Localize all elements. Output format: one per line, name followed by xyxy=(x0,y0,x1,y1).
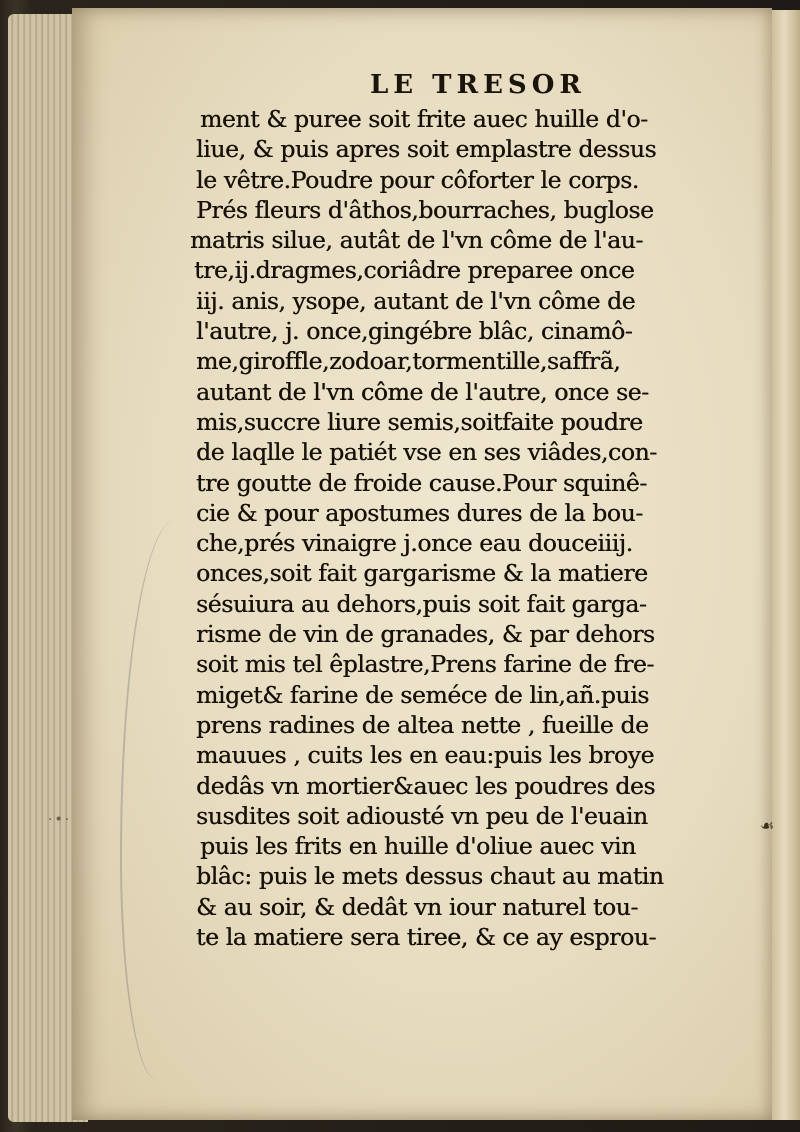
text-line: che,prés vinaigre j.once eau douceiiij. xyxy=(196,529,633,558)
running-head: LE TRESOR xyxy=(370,70,586,100)
text-line: Prés fleurs d'âthos,bourraches, buglose xyxy=(196,195,654,224)
text-line: ment & puree soit frite auec huille d'o- xyxy=(200,105,648,133)
text-line: de laqlle le patiét vse en ses viâdes,con- xyxy=(196,438,657,467)
text-line: soit mis tel êplastre,Prens farine de fre- xyxy=(196,650,654,679)
text-line: matris silue, autât de l'vn côme de l'au- xyxy=(190,226,643,255)
text-line: cie & pour apostumes dures de la bou- xyxy=(196,498,643,527)
text-line: blâc: puis le mets dessus chaut au matin xyxy=(196,862,664,891)
text-line: sésuiura au dehors,puis soit fait garga- xyxy=(196,589,647,618)
text-line: me,giroffle,zodoar,tormentille,saffrã, xyxy=(196,347,621,376)
margin-mark-right: ☙ xyxy=(760,816,775,835)
text-line: l'autre, j. once,gingébre blâc, cinamô- xyxy=(196,317,633,346)
text-line: mauues , cuits les en eau:puis les broye xyxy=(196,741,654,770)
text-line: susdites soit adiousté vn peu de l'euain xyxy=(196,801,648,830)
text-line: puis les frits en huille d'oliue auec vin xyxy=(200,832,636,861)
text-line: mis,succre liure semis,soitfaite poudre xyxy=(196,407,643,436)
text-line: le vêtre.Poudre pour côforter le corps. xyxy=(196,165,639,194)
body-text xyxy=(190,104,706,952)
margin-mark-left: ·•· xyxy=(48,812,72,828)
text-line: te la matiere sera tiree, & ce ay esprou- xyxy=(196,923,656,952)
text-line: onces,soit fait gargarisme & la matiere xyxy=(196,559,648,588)
text-line: miget& farine de seméce de lin,añ.puis xyxy=(196,680,649,709)
text-line: tre,ij.dragmes,coriâdre preparee once xyxy=(194,256,635,285)
text-line: liue, & puis apres soit emplastre dessus xyxy=(196,135,657,164)
text-line: autant de l'vn côme de l'autre, once se- xyxy=(196,377,649,406)
text-line: & au soir, & dedât vn iour naturel tou- xyxy=(196,892,638,921)
text-line: prens radines de altea nette , fueille de xyxy=(196,710,649,739)
right-page-edge xyxy=(772,10,800,1120)
text-line: risme de vin de granades, & par dehors xyxy=(196,620,655,649)
text-line: tre goutte de froide cause.Pour squinê- xyxy=(196,468,647,497)
text-line: iij. anis, ysope, autant de l'vn côme de xyxy=(196,286,636,315)
text-line: dedâs vn mortier&auec les poudres des xyxy=(196,771,655,800)
